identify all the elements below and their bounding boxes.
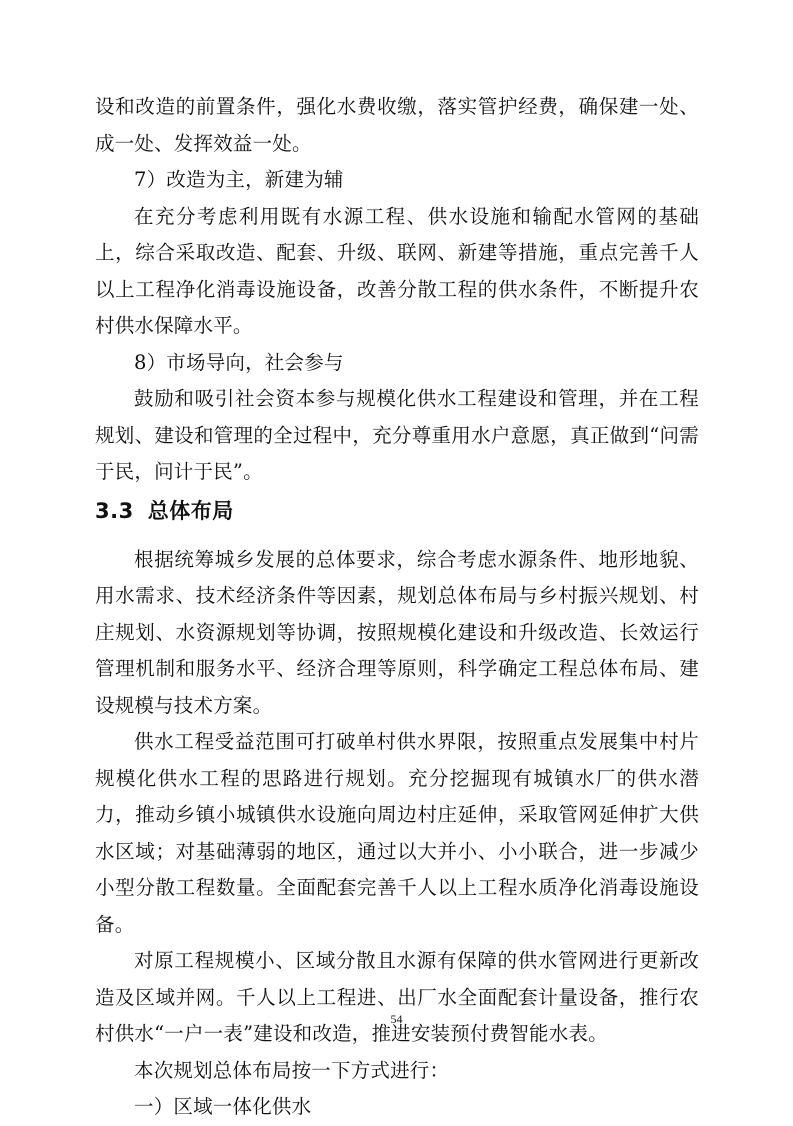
page-content bbox=[95, 89, 699, 1126]
paragraph: 对原工程规模小、区域分散且水源有保障的供水管网进行更新改造及区域并网。千人以上工程进、出厂水全面配套计量设备，推行农村供水“一户一表”建设和改造，推进安装预付费智能水表。 bbox=[95, 949, 699, 1045]
paragraphs-before-heading bbox=[95, 89, 699, 491]
paragraph: 一）区域一体化供水 bbox=[134, 1095, 312, 1118]
paragraph: 在充分考虑利用既有水源工程、供水设施和输配水管网的基础上，综合采取改造、配套、升级、联网、新建等措施，重点完善千人以上工程净化消毒设施设备，改善分散工程的供水条件，不断提升农村供水保障水平。 bbox=[95, 204, 699, 337]
paragraph: 根据统筹城乡发展的总体要求，综合考虑水源条件、地形地貌、用水需求、技术经济条件等因素，规划总体布局与乡村振兴规划、村庄规划、水资源规划等协调，按照规模化建设和升级改造、长效运行管理机制和服务水平、经济合理等原则，科学确定工程总体布局、建设规模与技术方案。 bbox=[95, 547, 699, 717]
section-heading bbox=[95, 494, 699, 528]
paragraphs-after-heading bbox=[95, 542, 699, 1126]
paragraph: 鼓励和吸引社会资本参与规模化供水工程建设和管理，并在工程规划、建设和管理的全过程中，充分尊重用水户意愿，真正做到“问需于民，问计于民”。 bbox=[95, 387, 699, 483]
paragraph: 7）改造为主，新建为辅 bbox=[134, 168, 344, 191]
section-number: 3.3 bbox=[95, 498, 134, 523]
paragraph: 8）市场导向，社会参与 bbox=[134, 350, 344, 374]
section-title: 总体布局 bbox=[147, 498, 234, 523]
paragraph: 本次规划总体布局按一下方式进行： bbox=[134, 1058, 450, 1082]
paragraph: 供水工程受益范围可打破单村供水界限，按照重点发展集中村片规模化供水工程的思路进行规划。充分挖掘现有城镇水厂的供水潜力，推动乡镇小城镇供水设施向周边村庄延伸，采取管网延伸扩大供水区域；对基础薄弱的地区，通过以大并小、小小联合，进一步减少小型分散工程数量。全面配套完善千人以上工程水质净化消毒设施设备。 bbox=[95, 730, 699, 936]
paragraph: 设和改造的前置条件，强化水费收缴，落实管护经费，确保建一处、成一处、发挥效益一处。 bbox=[95, 95, 699, 155]
page-number: 54 bbox=[390, 1012, 403, 1026]
